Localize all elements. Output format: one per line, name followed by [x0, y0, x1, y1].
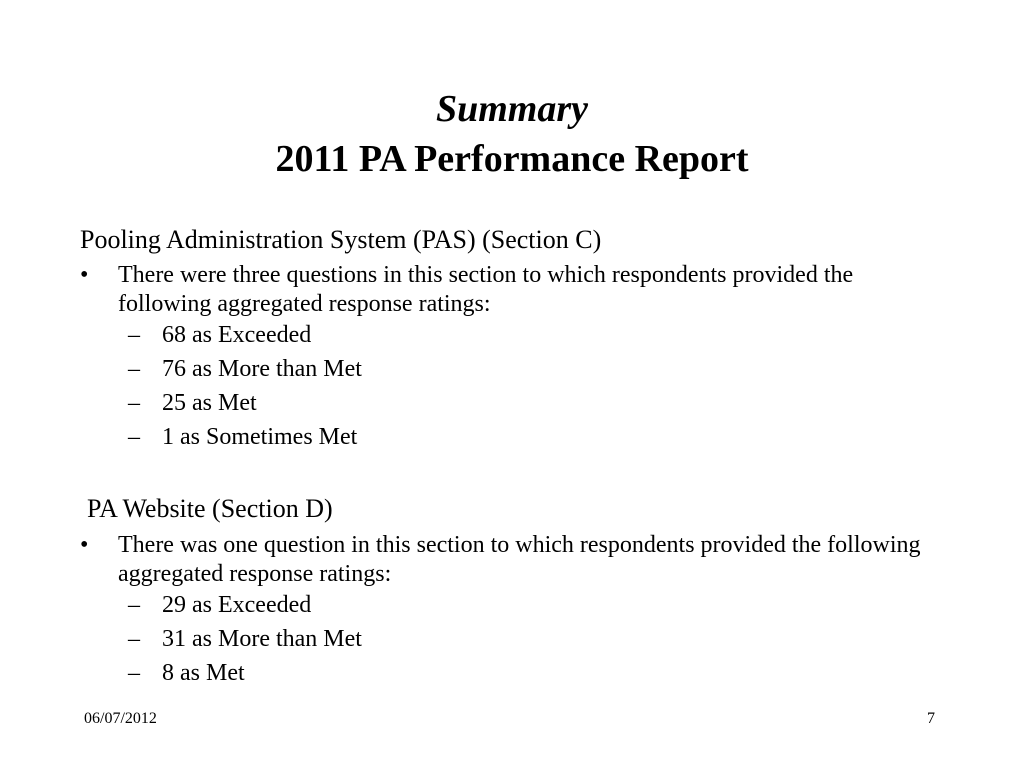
dash-symbol: – [128, 390, 140, 416]
title-report: 2011 PA Performance Report [275, 138, 749, 180]
dash-symbol: – [128, 424, 140, 450]
dash-symbol: – [128, 322, 140, 348]
bullet-website [80, 531, 940, 589]
section-heading-website: PA Website (Section D) [87, 494, 333, 523]
rating-item [128, 355, 362, 384]
rating-text: 25 as Met [162, 390, 257, 416]
section-heading-pas: Pooling Administration System (PAS) (Section C) [80, 225, 602, 254]
rating-text: 8 as Met [162, 660, 245, 686]
bullet-symbol: • [80, 532, 89, 558]
rating-text: 29 as Exceeded [162, 592, 312, 618]
bullet-symbol: • [80, 262, 89, 288]
rating-text: 31 as More than Met [162, 626, 362, 652]
dash-symbol: – [128, 592, 140, 618]
rating-item [128, 321, 311, 350]
bullet-text-pas: There were three questions in this section to which respondents provided the following aggregated response ratings: [118, 262, 854, 317]
dash-symbol: – [128, 356, 140, 382]
rating-text: 1 as Sometimes Met [162, 424, 358, 450]
rating-item [128, 591, 311, 620]
bullet-pas [80, 261, 940, 319]
title-summary: Summary [435, 88, 589, 130]
slide-title [0, 84, 1024, 184]
dash-symbol: – [128, 660, 140, 686]
dash-symbol: – [128, 626, 140, 652]
rating-item [128, 389, 257, 418]
rating-text: 76 as More than Met [162, 356, 362, 382]
page-number: 7 [927, 710, 935, 727]
bullet-text-website: There was one question in this section to which respondents provided the following aggregated response ratings: [118, 532, 921, 587]
rating-text: 68 as Exceeded [162, 322, 312, 348]
rating-item [128, 625, 362, 654]
footer-date: 06/07/2012 [84, 710, 157, 727]
rating-item [128, 659, 245, 688]
rating-item [128, 423, 357, 452]
